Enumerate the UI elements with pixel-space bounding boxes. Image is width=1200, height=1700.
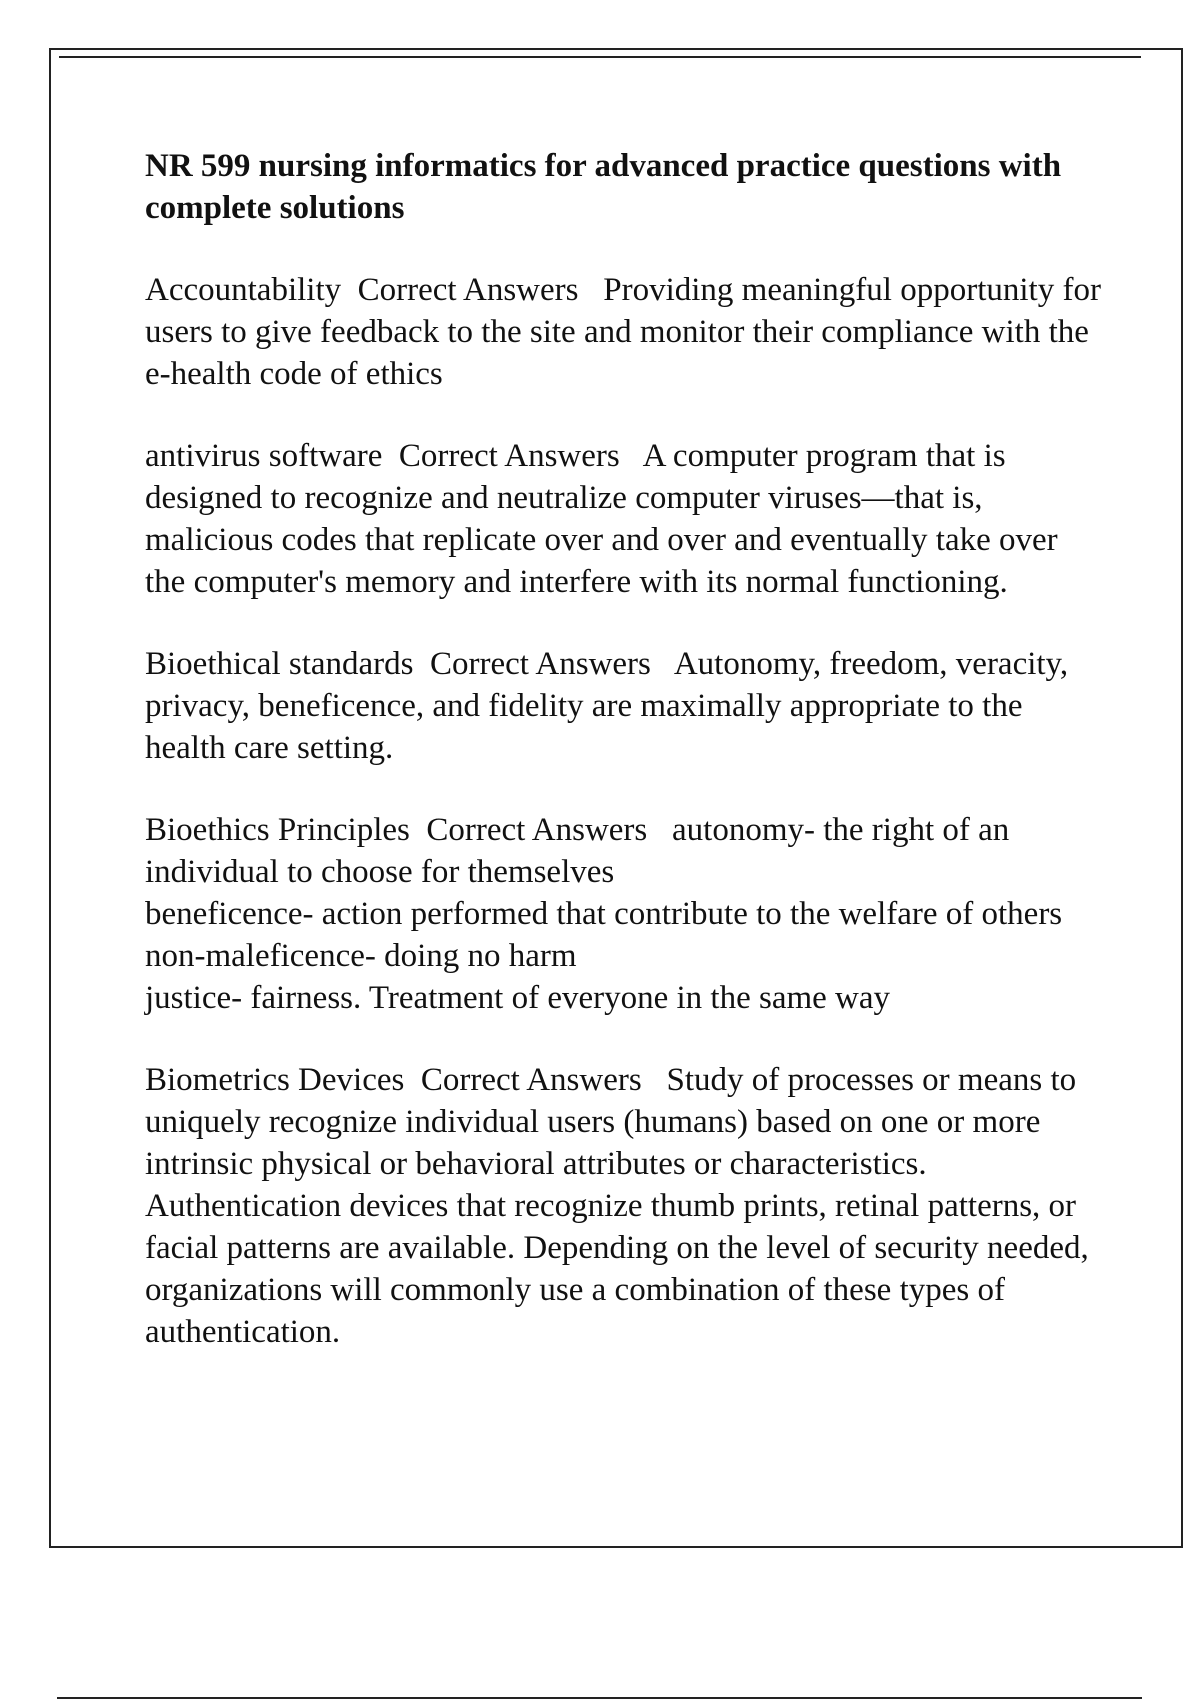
entry-extra-line: beneficence- action performed that contribute to the welfare of others: [145, 896, 1063, 932]
correct-answers-label: Correct Answers: [420, 1062, 642, 1098]
flashcard-entry-bioethical-standards: [145, 643, 1105, 769]
entry-definition: A computer program that is designed to recognize and neutralize computer viruses—that is, malicious codes that replicate over and over and eventually take over the computer's memory and interfere with its normal functioning.: [145, 438, 1058, 600]
flashcard-entry-bioethics-principles: [145, 809, 1105, 1019]
entry-definition: Study of processes or means to uniquely recognize individual users (humans) based on one or more intrinsic physical or behavioral attributes or characteristics. Authentication devices that recognize thumb prints, retinal patterns, or facial patterns are available. Depending on the level of security needed, organizations will commonly use a combination of these types of authentication.: [145, 1062, 1089, 1350]
flashcard-entry-biometrics-devices: [145, 1059, 1105, 1353]
entry-term: antivirus software: [145, 438, 383, 474]
entry-definition: Providing meaningful opportunity for users to give feedback to the site and monitor their compliance with the e-health code of ethics: [145, 272, 1101, 392]
flashcard-entry-antivirus-software: [145, 435, 1105, 603]
document-title: NR 599 nursing informatics for advanced practice questions with complete solutions: [145, 148, 1062, 226]
correct-answers-label: Correct Answers: [430, 646, 651, 682]
correct-answers-label: Correct Answers: [426, 812, 648, 848]
top-rule: [59, 56, 1141, 58]
correct-answers-label: Correct Answers: [398, 438, 620, 474]
entry-extra-line: non-maleficence- doing no harm: [145, 938, 577, 974]
entry-definition: Autonomy, freedom, veracity, privacy, beneficence, and fidelity are maximally appropriate to the health care setting.: [145, 646, 1069, 766]
correct-answers-label: Correct Answers: [357, 272, 579, 308]
entry-extra-line: justice- fairness. Treatment of everyone in the same way: [145, 980, 891, 1016]
flashcard-entry-accountability: [145, 269, 1105, 395]
document-body: [145, 145, 1105, 1393]
entry-term: Accountability: [145, 272, 342, 308]
entry-term: Biometrics Devices: [145, 1062, 405, 1098]
entry-term: Bioethics Principles: [145, 812, 410, 848]
bottom-rule: [57, 1697, 1142, 1699]
entry-term: Bioethical standards: [145, 646, 414, 682]
entry-definition: autonomy- the right of an individual to choose for themselves: [145, 812, 1010, 890]
